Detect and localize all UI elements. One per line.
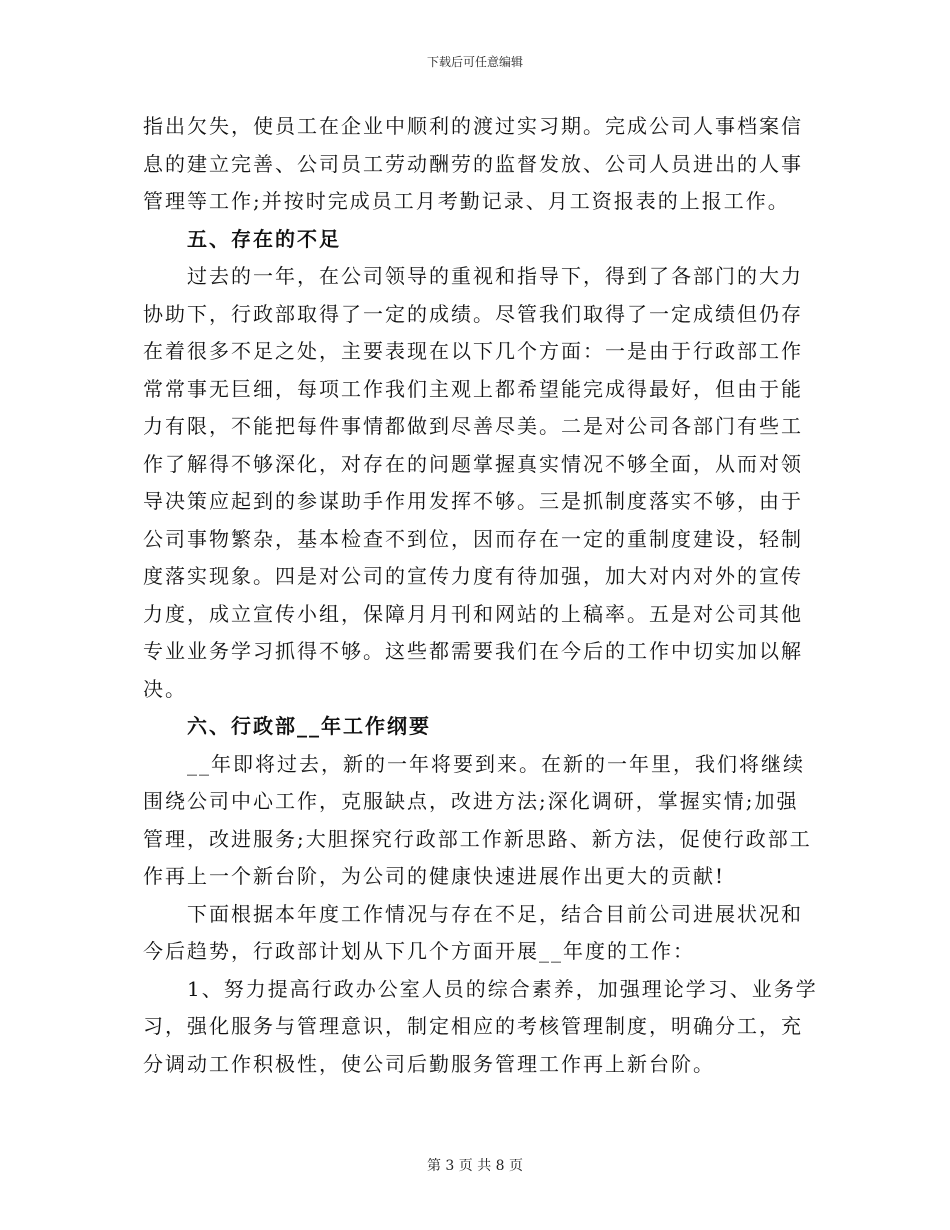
text-line: 习，强化服务与管理意识，制定相应的考核管理制度，明确分工，充 [143, 1014, 803, 1038]
text-line: 作再上一个新台阶，为公司的健康快速进展作出更大的贡献! [143, 864, 726, 888]
section-heading: 五、存在的不足 [187, 226, 341, 251]
text-line: 力度，成立宣传小组，保障月月刊和网站的上稿率。五是对公司其他 [143, 601, 803, 626]
text-line: 息的建立完善、公司员工劳动酬劳的监督发放、公司人员进出的人事 [143, 151, 803, 176]
text-line: 在着很多不足之处，主要表现在以下几个方面：一是由于行政部工作 [143, 339, 803, 363]
text-line: 今后趋势，行政部计划从下几个方面开展__年度的工作： [143, 939, 695, 963]
text-line: 1、努力提高行政办公室人员的综合素养，加强理论学习、业务学 [187, 976, 818, 1001]
text-line: 管理等工作;并按时完成员工月考勤记录、月工资报表的上报工作。 [143, 189, 790, 213]
text-line: 指出欠失，使员工在企业中顺利的渡过实习期。完成公司人事档案信 [143, 114, 803, 138]
text-line: 下面根据本年度工作情况与存在不足，结合目前公司进展状况和 [187, 901, 803, 926]
text-line: __年即将过去，新的一年将要到来。在新的一年里，我们将继续 [187, 751, 805, 776]
document-body [143, 108, 818, 1083]
text-line: 管理，改进服务;大胆探究行政部工作新思路、新方法，促使行政部工 [143, 826, 812, 851]
page-header: 下载后可任意编辑 [426, 55, 523, 69]
text-line: 公司事物繁杂，基本检查不到位，因而存在一定的重制度建设，轻制 [143, 526, 803, 551]
section-heading: 六、行政部__年工作纲要 [187, 714, 431, 738]
page-footer: 第 3 页 共 8 页 [426, 1158, 524, 1174]
text-line: 过去的一年，在公司领导的重视和指导下，得到了各部门的大力 [187, 264, 803, 288]
text-line: 分调动工作积极性，使公司后勤服务管理工作再上新台阶。 [143, 1051, 715, 1076]
text-line: 协助下，行政部取得了一定的成绩。尽管我们取得了一定成绩但仍存 [143, 301, 803, 326]
text-line: 力有限，不能把每件事情都做到尽善尽美。二是对公司各部门有些工 [143, 414, 803, 438]
text-line: 作了解得不够深化，对存在的问题掌握真实情况不够全面，从而对领 [143, 451, 803, 476]
text-line: 围绕公司中心工作，克服缺点，改进方法;深化调研，掌握实情;加强 [143, 789, 799, 813]
text-line: 常常事无巨细，每项工作我们主观上都希望能完成得最好，但由于能 [143, 376, 803, 401]
text-line: 导决策应起到的参谋助手作用发挥不够。三是抓制度落实不够，由于 [143, 489, 803, 513]
text-line: 度落实现象。四是对公司的宣传力度有待加强，加大对内对外的宣传 [143, 564, 803, 588]
text-line: 专业业务学习抓得不够。这些都需要我们在今后的工作中切实加以解 [143, 639, 803, 663]
text-line: 决。 [143, 676, 187, 701]
